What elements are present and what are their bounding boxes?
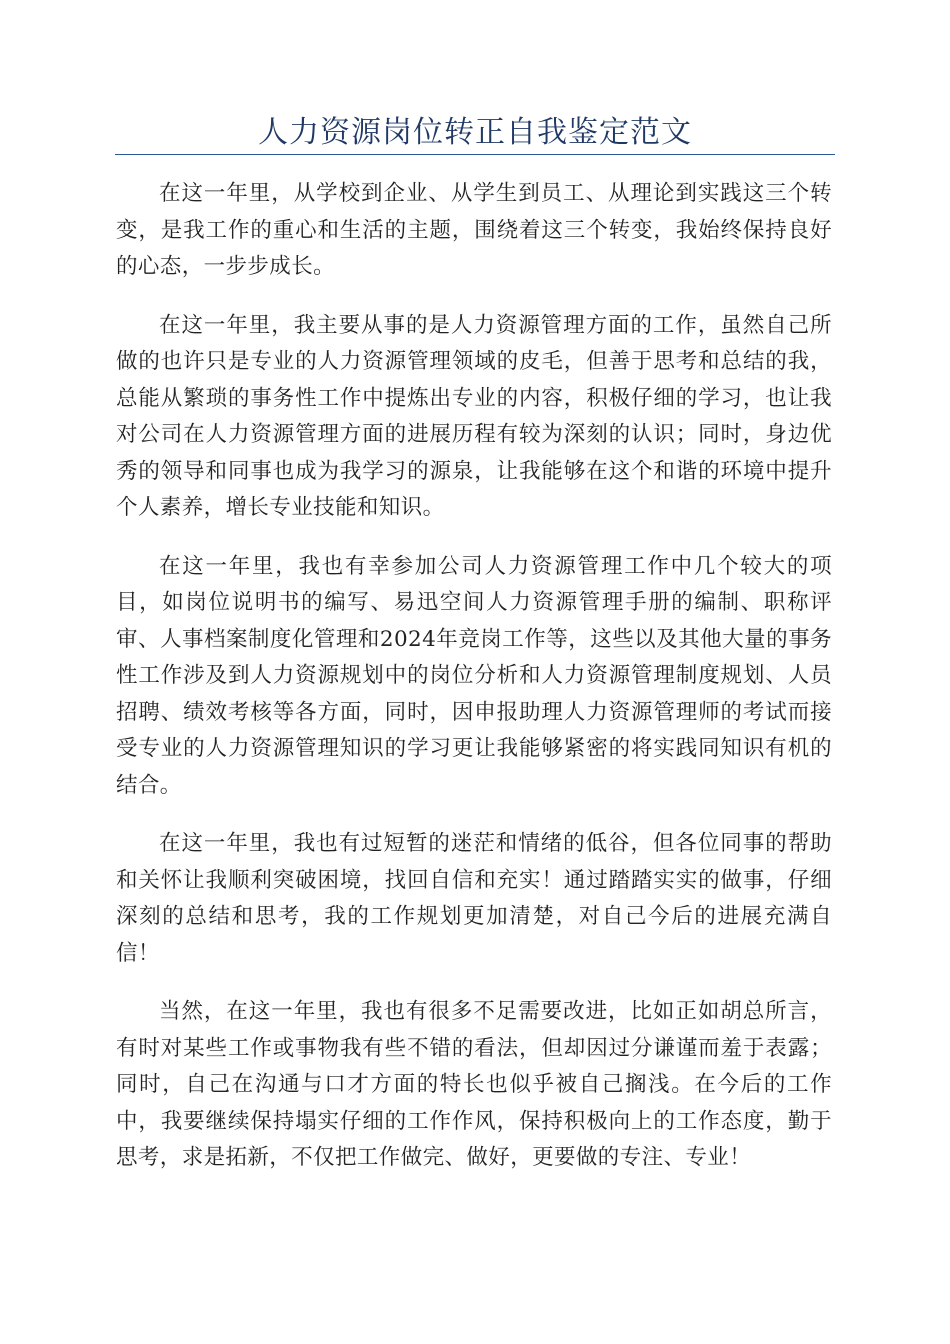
title-underline: [115, 154, 835, 155]
paragraph: 当然，在这一年里，我也有很多不足需要改进，比如正如胡总所言，有时对某些工作或事物我有些不错的看法，但却因过分谦谨而羞于表露；同时，自己在沟通与口才方面的特长也似乎被自己搁浅。在今后的工作中，我要继续保持塌实仔细的工作作风，保持积极向上的工作态度，勤于思考，求是拓新，不仅把工作做完、做好，更要做的专注、专业！: [116, 999, 832, 1170]
paragraph: 在这一年里，从学校到企业、从学生到员工、从理论到实践这三个转变，是我工作的重心和生活的主题，围绕着这三个转变，我始终保持良好的心态，一步步成长。: [116, 181, 832, 279]
paragraph: 在这一年里，我也有过短暂的迷茫和情绪的低谷，但各位同事的帮助和关怀让我顺利突破困境，找回自信和充实！通过踏踏实实的做事，仔细深刻的总结和思考，我的工作规划更加清楚，对自己今后的进展充满自信！: [116, 831, 832, 966]
document-title: 人力资源岗位转正自我鉴定范文: [258, 115, 692, 150]
paragraph: 在这一年里，我主要从事的是人力资源管理方面的工作，虽然自己所做的也许只是专业的人力资源管理领域的皮毛，但善于思考和总结的我，总能从繁琐的事务性工作中提炼出专业的内容，积极仔细的学习，也让我对公司在人力资源管理方面的进展历程有较为深刻的认识；同时，身边优秀的领导和同事也成为我学习的源泉，让我能够在这个和谐的环境中提升个人素养，增长专业技能和知识。: [116, 312, 832, 520]
paragraph: 在这一年里，我也有幸参加公司人力资源管理工作中几个较大的项目，如岗位说明书的编写、易迅空间人力资源管理手册的编制、职称评审、人事档案制度化管理和2024年竞岗工作等，这些以及其他大量的事务性工作涉及到人力资源规划中的岗位分析和人力资源管理制度规划、人员招聘、绩效考核等各方面，同时，因申报助理人力资源管理师的考试而接受专业的人力资源管理知识的学习更让我能够紧密的将实践同知识有机的结合。: [116, 553, 832, 798]
document-body: [116, 176, 832, 1199]
